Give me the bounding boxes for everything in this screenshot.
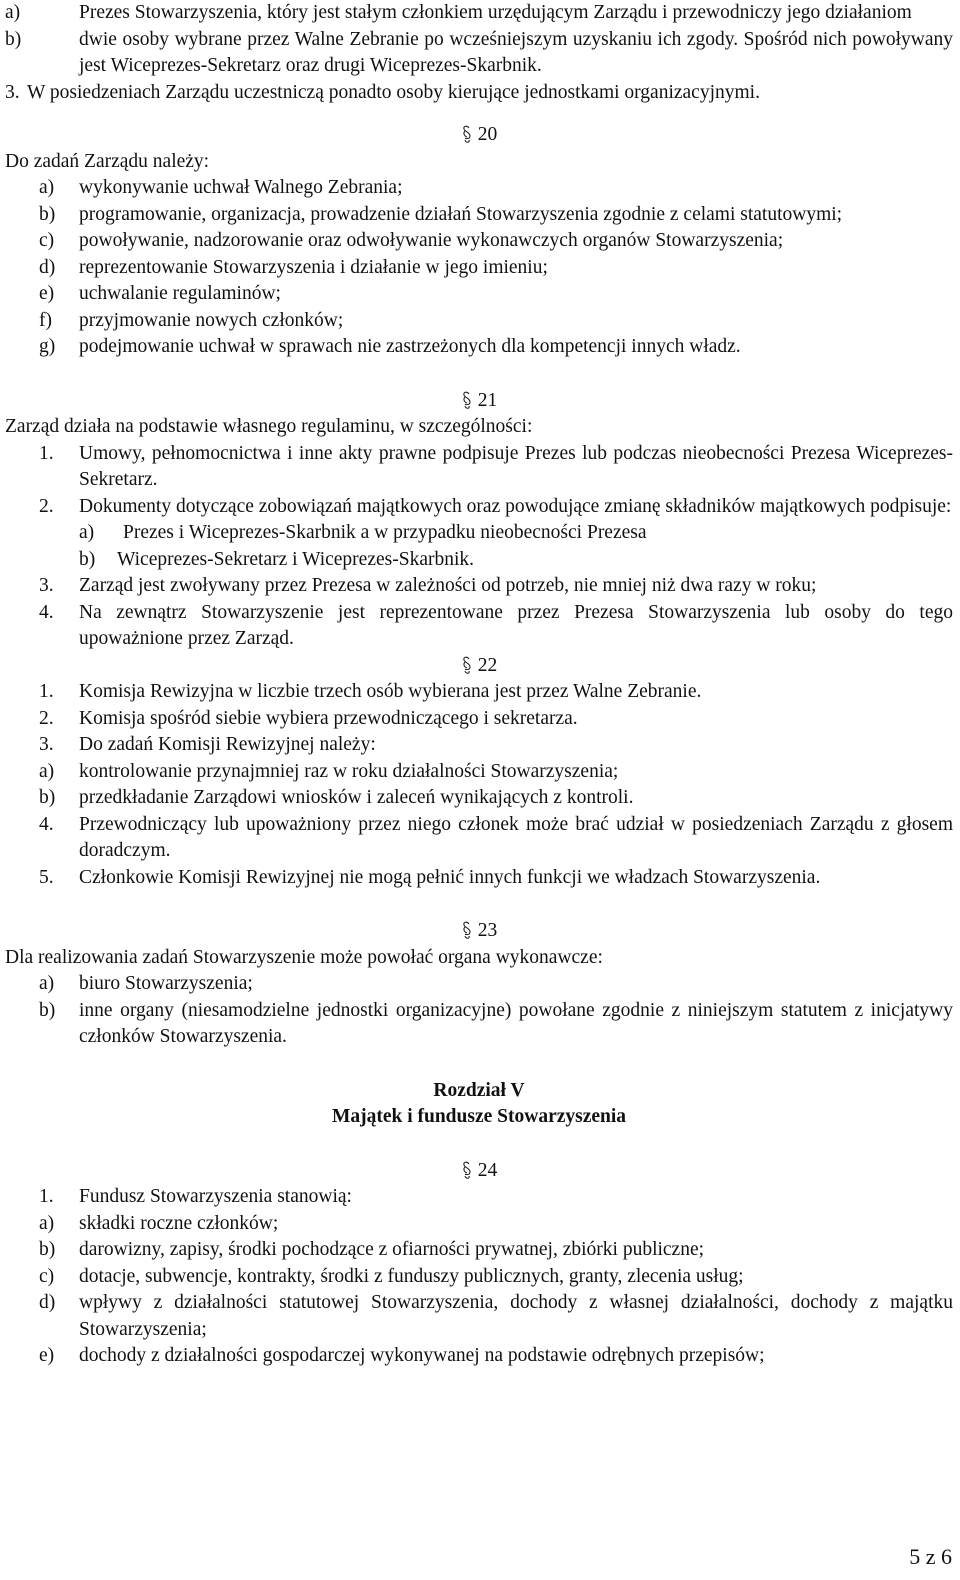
list-marker: 3. [5,81,20,103]
list-item [5,80,953,107]
section-number: 20 [477,124,498,145]
list-marker: 3. [39,575,54,596]
list-text: biuro Stowarzyszenia; [79,973,253,994]
list-text: Do zadań Komisji Rewizyjnej należy: [79,734,376,755]
list-text: dochody z działalności gospodarczej wykonywanej na podstawie odrębnych przepisów; [79,1345,765,1366]
list-text: dotacje, subwencje, kontrakty, środki z funduszy publicznych, granty, zlecenia usług; [79,1265,744,1287]
list-marker: 1. [39,442,54,464]
list-item [5,679,953,706]
list-item [5,971,953,998]
section-number: 21 [477,389,498,411]
list-marker: e) [39,1345,55,1366]
section-heading [5,918,953,945]
list-marker: c) [39,1265,55,1287]
section-lead: Zarząd działa na podstawie własnego regulaminu, w szczególności: [5,416,533,437]
sub-list-item [5,520,953,547]
list-text: przyjmowanie nowych członków; [79,309,344,331]
list-marker: a) [39,177,55,198]
list-text: Prezes Stowarzyszenia, który jest stałym członkiem urzędującym Zarządu i przewodniczy jego działaniom [79,2,912,23]
list-marker: b) [79,548,96,570]
list-marker: d) [39,1292,56,1313]
list-marker: b) [39,1239,56,1260]
list-marker: b) [39,787,56,808]
list-text: Wiceprezes-Sekretarz i Wiceprezes-Skarbnik. [117,548,475,570]
list-item [5,281,953,308]
list-text: Komisja spośród siebie wybiera przewodniczącego i sekretarza. [79,707,578,729]
section-sign-icon [461,388,473,414]
list-item [5,706,953,733]
list-marker: d) [39,256,56,278]
chapter-subtitle: Majątek i fundusze Stowarzyszenia [331,1106,627,1127]
list-text: W posiedzeniach Zarządu uczestniczą ponadto osoby kierujące jednostkami organizacyjnymi. [27,81,760,103]
list-marker: a) [39,760,55,782]
list-text: przedkładanie Zarządowi wniosków i zaleceń wynikających z kontroli. [79,787,634,808]
list-text: Członkowie Komisji Rewizyjnej nie mogą pełnić innych funkcji we władzach Stowarzyszenia. [79,866,821,888]
list-text: podejmowanie uchwał w sprawach nie zastrzeżonych dla kompetencji innych władz. [79,336,741,357]
list-item [5,308,953,335]
list-item [5,202,953,229]
list-marker: 3. [39,734,54,755]
list-item [5,441,953,494]
list-text: inne organy (niesamodzielne jednostki organizacyjne) powołane zgodnie z niniejszym statutem z inicjatywy członków Stowarzyszenia. [79,999,953,1047]
section-number: 24 [477,1159,498,1181]
list-marker: a) [39,973,55,994]
section-heading [5,388,953,415]
section-number: 22 [477,654,498,676]
section-sign-icon [461,122,473,148]
section-number: 23 [477,920,498,941]
list-item [5,1211,953,1238]
list-item [5,494,953,521]
section-sign-icon [461,1158,473,1184]
list-text: kontrolowanie przynajmniej raz w roku działalności Stowarzyszenia; [79,760,619,782]
list-item [5,573,953,600]
list-marker: c) [39,230,55,251]
list-item [5,334,953,361]
list-text: Na zewnątrz Stowarzyszenie jest reprezentowane przez Prezesa Stowarzyszenia lub osoby do tego upoważnione przez Zarząd. [79,601,953,649]
list-marker: 1. [39,1186,54,1207]
list-marker: a) [39,1212,55,1234]
list-text: Zarząd jest zwoływany przez Prezesa w zależności od potrzeb, nie mniej niż dwa razy w roku; [79,575,817,596]
list-marker: g) [39,336,56,357]
list-marker: b) [39,999,56,1021]
list-text: Fundusz Stowarzyszenia stanowią: [79,1186,352,1207]
list-item [5,1184,953,1211]
list-text: programowanie, organizacja, prowadzenie działań Stowarzyszenia zgodnie z celami statutowymi; [79,203,843,225]
list-marker: b) [39,203,56,225]
list-marker: e) [39,283,55,304]
list-item [5,228,953,255]
list-item [5,600,953,653]
list-text: Przewodniczący lub upoważniony przez niego członek może brać udział w posiedzeniach Zarządu z głosem doradczym. [79,813,953,861]
list-marker: a) [79,522,95,543]
section-heading [5,1158,953,1185]
list-item [5,0,953,27]
list-text: powoływanie, nadzorowanie oraz odwoływanie wykonawczych organów Stowarzyszenia; [79,230,784,251]
list-item [5,865,953,892]
list-item [5,1237,953,1264]
section-lead: Dla realizowania zadań Stowarzyszenie może powołać organa wykonawcze: [5,946,603,968]
list-item [5,1264,953,1291]
list-text: uchwalanie regulaminów; [79,283,281,304]
sub-list-item [5,547,953,574]
list-item [5,732,953,759]
list-text: dwie osoby wybrane przez Walne Zebranie po wcześniejszym uzyskaniu ich zgody. Spośród nich powoływany jest Wiceprezes-Sekretarz oraz drugi Wiceprezes-Skarbnik. [79,28,953,76]
list-item [5,1343,953,1370]
section-heading [5,122,953,149]
section-heading [5,653,953,680]
list-item [5,175,953,202]
list-item [5,27,953,80]
list-item [5,759,953,786]
document-body [5,0,953,1370]
list-text: Prezes i Wiceprezes-Skarbnik a w przypadku nieobecności Prezesa [123,522,647,543]
list-text: darowizny, zapisy, środki pochodzące z ofiarności prywatnej, zbiórki publiczne; [79,1239,705,1260]
list-marker: b) [5,28,22,50]
list-item [5,785,953,812]
list-text: Komisja Rewizyjna w liczbie trzech osób wybierana jest przez Walne Zebranie. [79,681,702,702]
list-marker: a) [5,2,21,23]
section-sign-icon [461,918,473,944]
list-marker: 1. [39,681,54,702]
chapter-title: Rozdział V [433,1079,525,1101]
list-text: wykonywanie uchwał Walnego Zebrania; [79,177,403,198]
list-text: wpływy z działalności statutowej Stowarzyszenia, dochody z własnej działalności, dochody z majątku Stowarzyszenia; [79,1292,953,1340]
list-item [5,1290,953,1343]
list-item [5,255,953,282]
list-marker: 5. [39,866,54,888]
list-marker: f) [39,309,52,331]
list-item [5,998,953,1051]
list-text: Umowy, pełnomocnictwa i inne akty prawne podpisuje Prezes lub podczas nieobecności Prezesa Wiceprezes-Sekretarz. [79,442,953,490]
section-lead: Do zadań Zarządu należy: [5,150,210,172]
section-sign-icon [461,653,473,679]
list-marker: 4. [39,813,54,835]
list-marker: 2. [39,495,54,517]
list-marker: 2. [39,707,54,729]
list-item [5,812,953,865]
list-text: Dokumenty dotyczące zobowiązań majątkowych oraz powodujące zmianę składników majątkowych podpisuje: [79,495,952,517]
list-text: składki roczne członków; [79,1212,279,1234]
list-marker: 4. [39,601,54,623]
list-text: reprezentowanie Stowarzyszenia i działanie w jego imieniu; [79,256,548,278]
page-number: 5 z 6 [909,1544,952,1569]
